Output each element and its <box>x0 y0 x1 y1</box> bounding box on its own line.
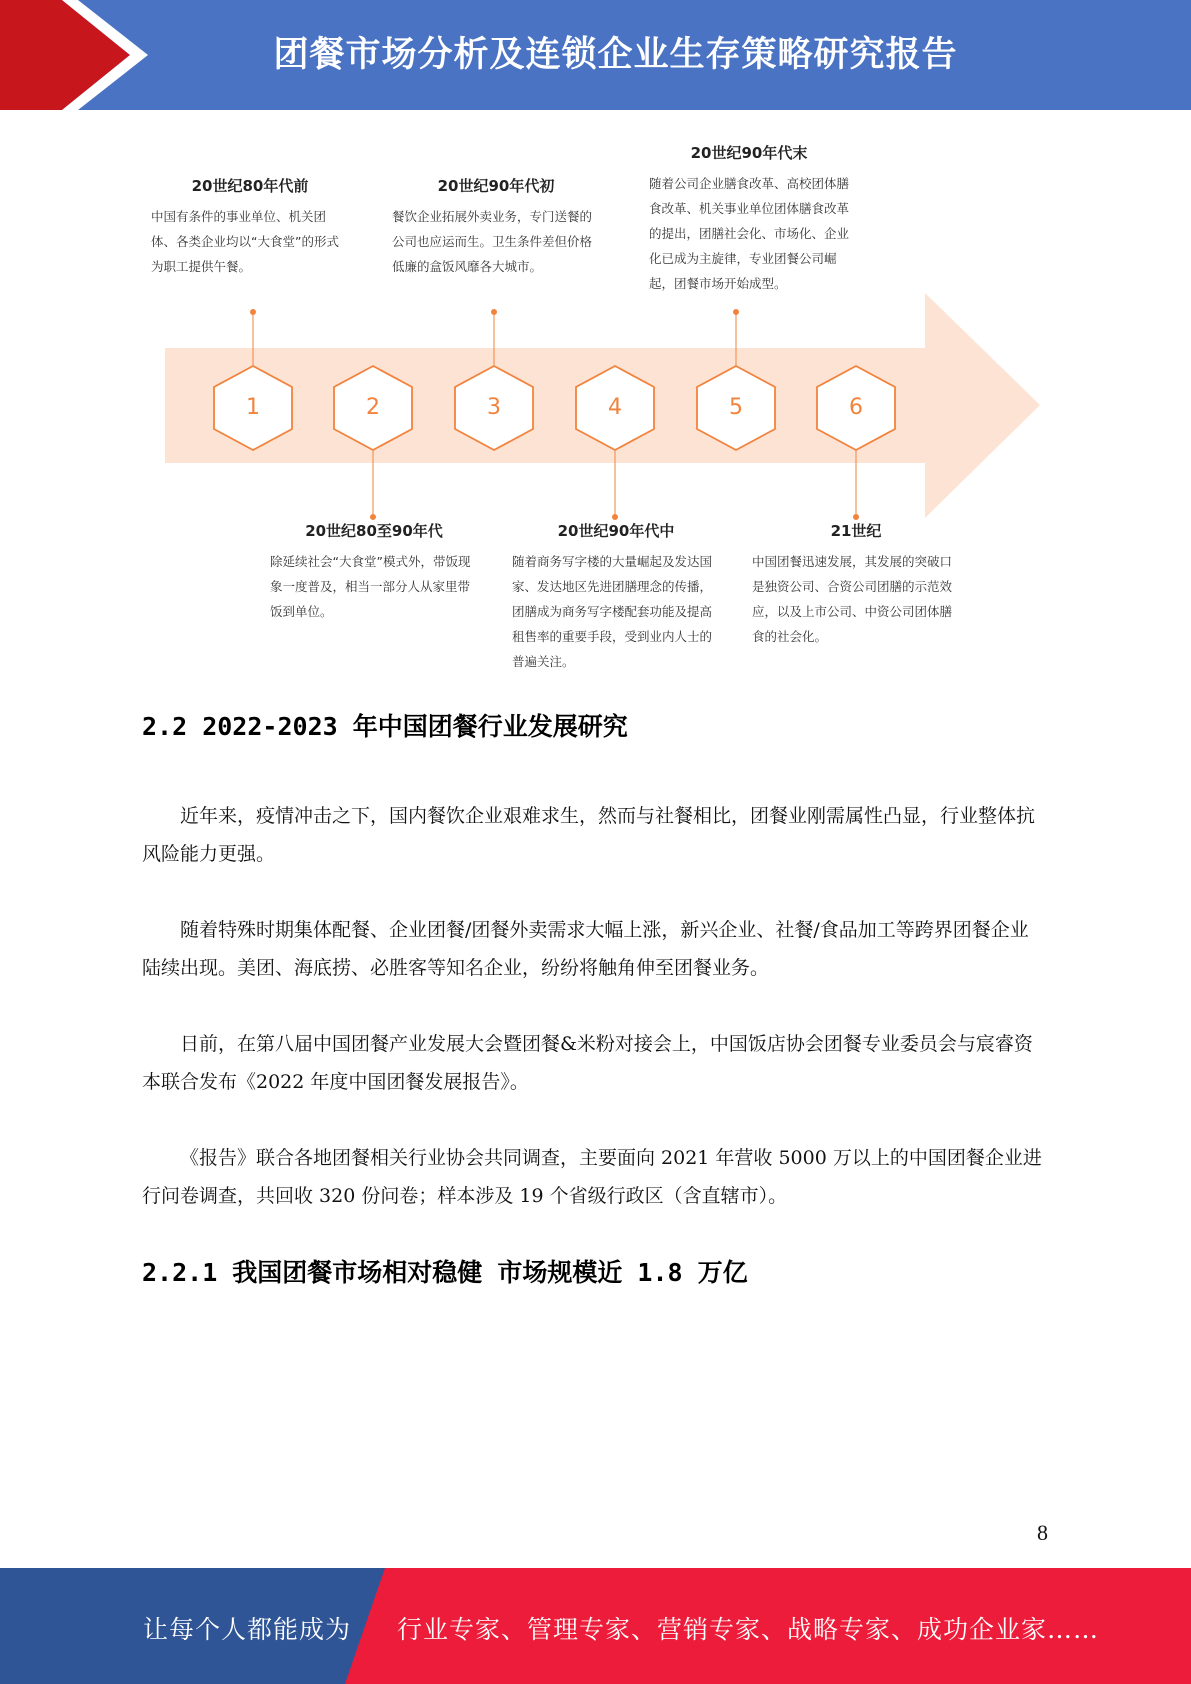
timeline-era-4 <box>512 520 720 674</box>
hex-label-5: 5 <box>729 395 743 420</box>
timeline-era-6 <box>752 520 960 649</box>
hex-label-6: 6 <box>849 395 863 420</box>
timeline-era-1 <box>151 175 349 279</box>
era-title: 21世纪 <box>830 522 882 540</box>
timeline-era-5 <box>649 142 849 296</box>
page-number: 8 <box>1037 1520 1048 1545</box>
timeline-era-3 <box>392 175 600 279</box>
section-heading-2-2-1: 2.2.1 我国团餐市场相对稳健 市场规模近 1.8 万亿 <box>142 1258 748 1287</box>
era-title: 20世纪90年代末 <box>690 144 808 162</box>
era-title: 20世纪80至90年代 <box>305 522 443 540</box>
timeline-era-2 <box>270 520 478 624</box>
hex-label-1: 1 <box>246 395 260 420</box>
paragraph-2: 随着特殊时期集体配餐、企业团餐/团餐外卖需求大幅上涨，新兴企业、社餐/食品加工等跨界团餐企业陆续出现。美团、海底捞、必胜客等知名企业，纷纷将触角伸至团餐业务。 <box>142 919 1029 979</box>
report-title: 团餐市场分析及连锁企业生存策略研究报告 <box>273 35 958 75</box>
paragraph-1: 近年来，疫情冲击之下，国内餐饮企业艰难求生，然而与社餐相比，团餐业刚需属性凸显，行业整体抗风险能力更强。 <box>142 805 1036 865</box>
era-description: 随着商务写字楼的大量崛起及发达国家、发达地区先进团膳理念的传播，团膳成为商务写字楼配套功能及提高租售率的重要手段，受到业内人士的普遍关注。 <box>512 554 713 669</box>
header-banner <box>0 0 1191 110</box>
era-description: 餐饮企业拓展外卖业务，专门送餐的公司也应运而生。卫生条件差但价格低廉的盒饭风靡各大城市。 <box>392 209 593 274</box>
era-description: 随着公司企业膳食改革、高校团体膳食改革、机关事业单位团体膳食改革的提出，团膳社会化、市场化、企业化已成为主旋律，专业团餐公司崛起，团餐市场开始成型。 <box>649 176 850 291</box>
header-red-chevron <box>0 0 150 110</box>
hex-label-3: 3 <box>487 395 501 420</box>
hex-label-2: 2 <box>366 395 380 420</box>
era-description: 中国有条件的事业单位、机关团体、各类企业均以“大食堂”的形式为职工提供午餐。 <box>151 209 339 274</box>
footer-slogan-right: 行业专家、管理专家、营销专家、战略专家、成功企业家…… <box>397 1615 1100 1644</box>
era-title: 20世纪90年代中 <box>557 522 675 540</box>
hex-label-4: 4 <box>608 395 622 420</box>
era-description: 中国团餐迅速发展，其发展的突破口是独资公司、合资公司团膳的示范效应，以及上市公司、中资公司团体膳食的社会化。 <box>752 554 953 644</box>
footer-banner <box>0 1568 1191 1684</box>
timeline-diagram <box>140 130 1060 690</box>
section-heading-2-2: 2.2 2022-2023 年中国团餐行业发展研究 <box>142 712 628 741</box>
paragraph-4: 《报告》联合各地团餐相关行业协会共同调查，主要面向 2021 年营收 5000 万以上的中国团餐企业进行问卷调查，共回收 320 份问卷；样本涉及 19 个省级行政区（含直辖市）。 <box>142 1147 1042 1207</box>
footer-slogan-left: 让每个人都能成为 <box>143 1615 352 1644</box>
era-title: 20世纪80年代前 <box>191 177 309 195</box>
paragraph-3: 日前，在第八届中国团餐产业发展大会暨团餐&米粉对接会上，中国饭店协会团餐专业委员会与宸睿资本联合发布《2022 年度中国团餐发展报告》。 <box>142 1033 1033 1093</box>
era-description: 除延续社会“大食堂”模式外，带饭现象一度普及，相当一部分人从家里带饭到单位。 <box>270 554 471 619</box>
era-title: 20世纪90年代初 <box>437 177 555 195</box>
